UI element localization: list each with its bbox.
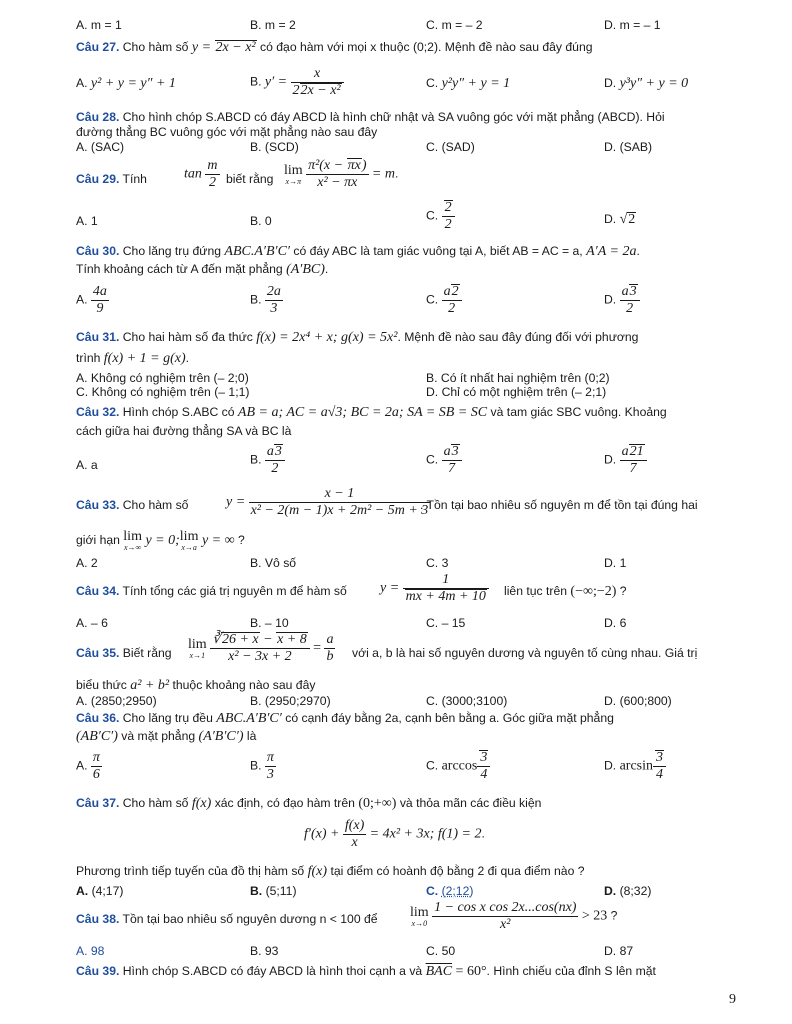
question-30: Câu 30. Cho lăng trụ đứng ABC.A′B′C′ có đáy ABC là tam giác vuông tại A, biết AB = AC = a, A′A = 2a. (76, 244, 640, 259)
question-29: Câu 29. Tính tan $\frac{m}{2}$ biết rằng lim x→π $\frac{\text{π²(x − πx)}}{\text{x² − πx}}$ = m. (76, 158, 399, 190)
question-34: Câu 34. Tính tổng các giá trị nguyên m để hàm số y = $\frac{1}{mx + 4m + 10}$ liên tục trên (−∞;−2) ? (76, 572, 627, 604)
question-28: Câu 28. Cho hình chóp S.ABCD có đáy ABCD là hình chữ nhật và SA vuông góc với mặt phẳng (ABCD). Hỏi (76, 110, 665, 124)
question-37: Câu 37. Cho hàm số f(x) xác định, có đạo hàm trên (0;+∞) và thỏa mãn các điều kiện (76, 796, 542, 811)
question-32: Câu 32. Hình chóp S.ABC có AB = a; AC = a√3; BC = 2a; SA = SB = SC và tam giác SBC vuông. Khoảng (76, 405, 667, 420)
question-27: Câu 27. Cho hàm số y = 2x − x² có đạo hàm với mọi x thuộc (0;2). Mệnh đề nào sau đây đúng (76, 40, 593, 55)
question-35: Câu 35. Biết rằng lim x→1 $\frac{∛26 + x - x + 8}{\text{x² − 3x + 2}}$ = $\frac{a}{b}$ với a, b là hai số nguyên dương và nguyên tố cùng nhau. Giá trị (76, 632, 698, 664)
question-29-options: A. 1 B. 0 C. $\frac{2}{2}$ D. √2 (76, 200, 636, 232)
question-30-options: A. $\frac{4a}{9}$ B. $\frac{2a}{3}$ C. $\frac{a2}{2}$ D. $\frac{a3}{2}$ (76, 284, 736, 324)
question-31: Câu 31. Cho hai hàm số đa thức f(x) = 2x⁴ + x; g(x) = 5x². Mệnh đề nào sau đây đúng đối với phương (76, 330, 639, 345)
option-b: B. m = 2 (250, 18, 296, 32)
page-number: 9 (729, 992, 736, 1007)
question-36-options: A. $\frac{\pi}{6}$ B. $\frac{\pi}{3}$ C. arccos $\frac{3}{4}$ D. arcsin $\frac{3}{4}$ (76, 750, 736, 790)
option-a: A. m = 1 (76, 18, 122, 32)
question-32-options: A. a B. $\frac{a3}{2}$ C. $\frac{a3}{7}$ D. $\frac{a21}{7}$ (76, 444, 736, 484)
question-39: Câu 39. Hình chóp S.ABCD có đáy ABCD là hình thoi cạnh a và $\overline{BAC} = 60^\circ$. Hình chiếu của đỉnh S lên mặt (76, 964, 656, 979)
question-38: Câu 38. Tồn tại bao nhiêu số nguyên dương n < 100 để lim x→0 $\frac{\text{1 − cos x cos 2x...cos(nx)}}{\text{x²}}$ > 23 ? (76, 900, 618, 932)
question-33: Câu 33. Cho hàm số y = $\frac{x - 1}{\text{x² − 2(m − 1)x + 2m² − 5m + 3}}$ . Tồn tại bao nhiêu số nguyên m để tồn tại đúng hai (76, 486, 698, 518)
option-c: C. m = – 2 (426, 18, 483, 32)
question-27-options: A. y² + y = y″ + 1 B. y′ = $\frac{x}{\text{22x − x²}}$ C. y²y″ + y = 1 D. y³y″ + y = 0 (76, 66, 689, 98)
option-d: D. m = – 1 (604, 18, 661, 32)
question-36: Câu 36. Cho lăng trụ đều ABC.A′B′C′ có cạnh đáy bằng 2a, cạnh bên bằng a. Góc giữa mặt phẳng (76, 711, 614, 726)
